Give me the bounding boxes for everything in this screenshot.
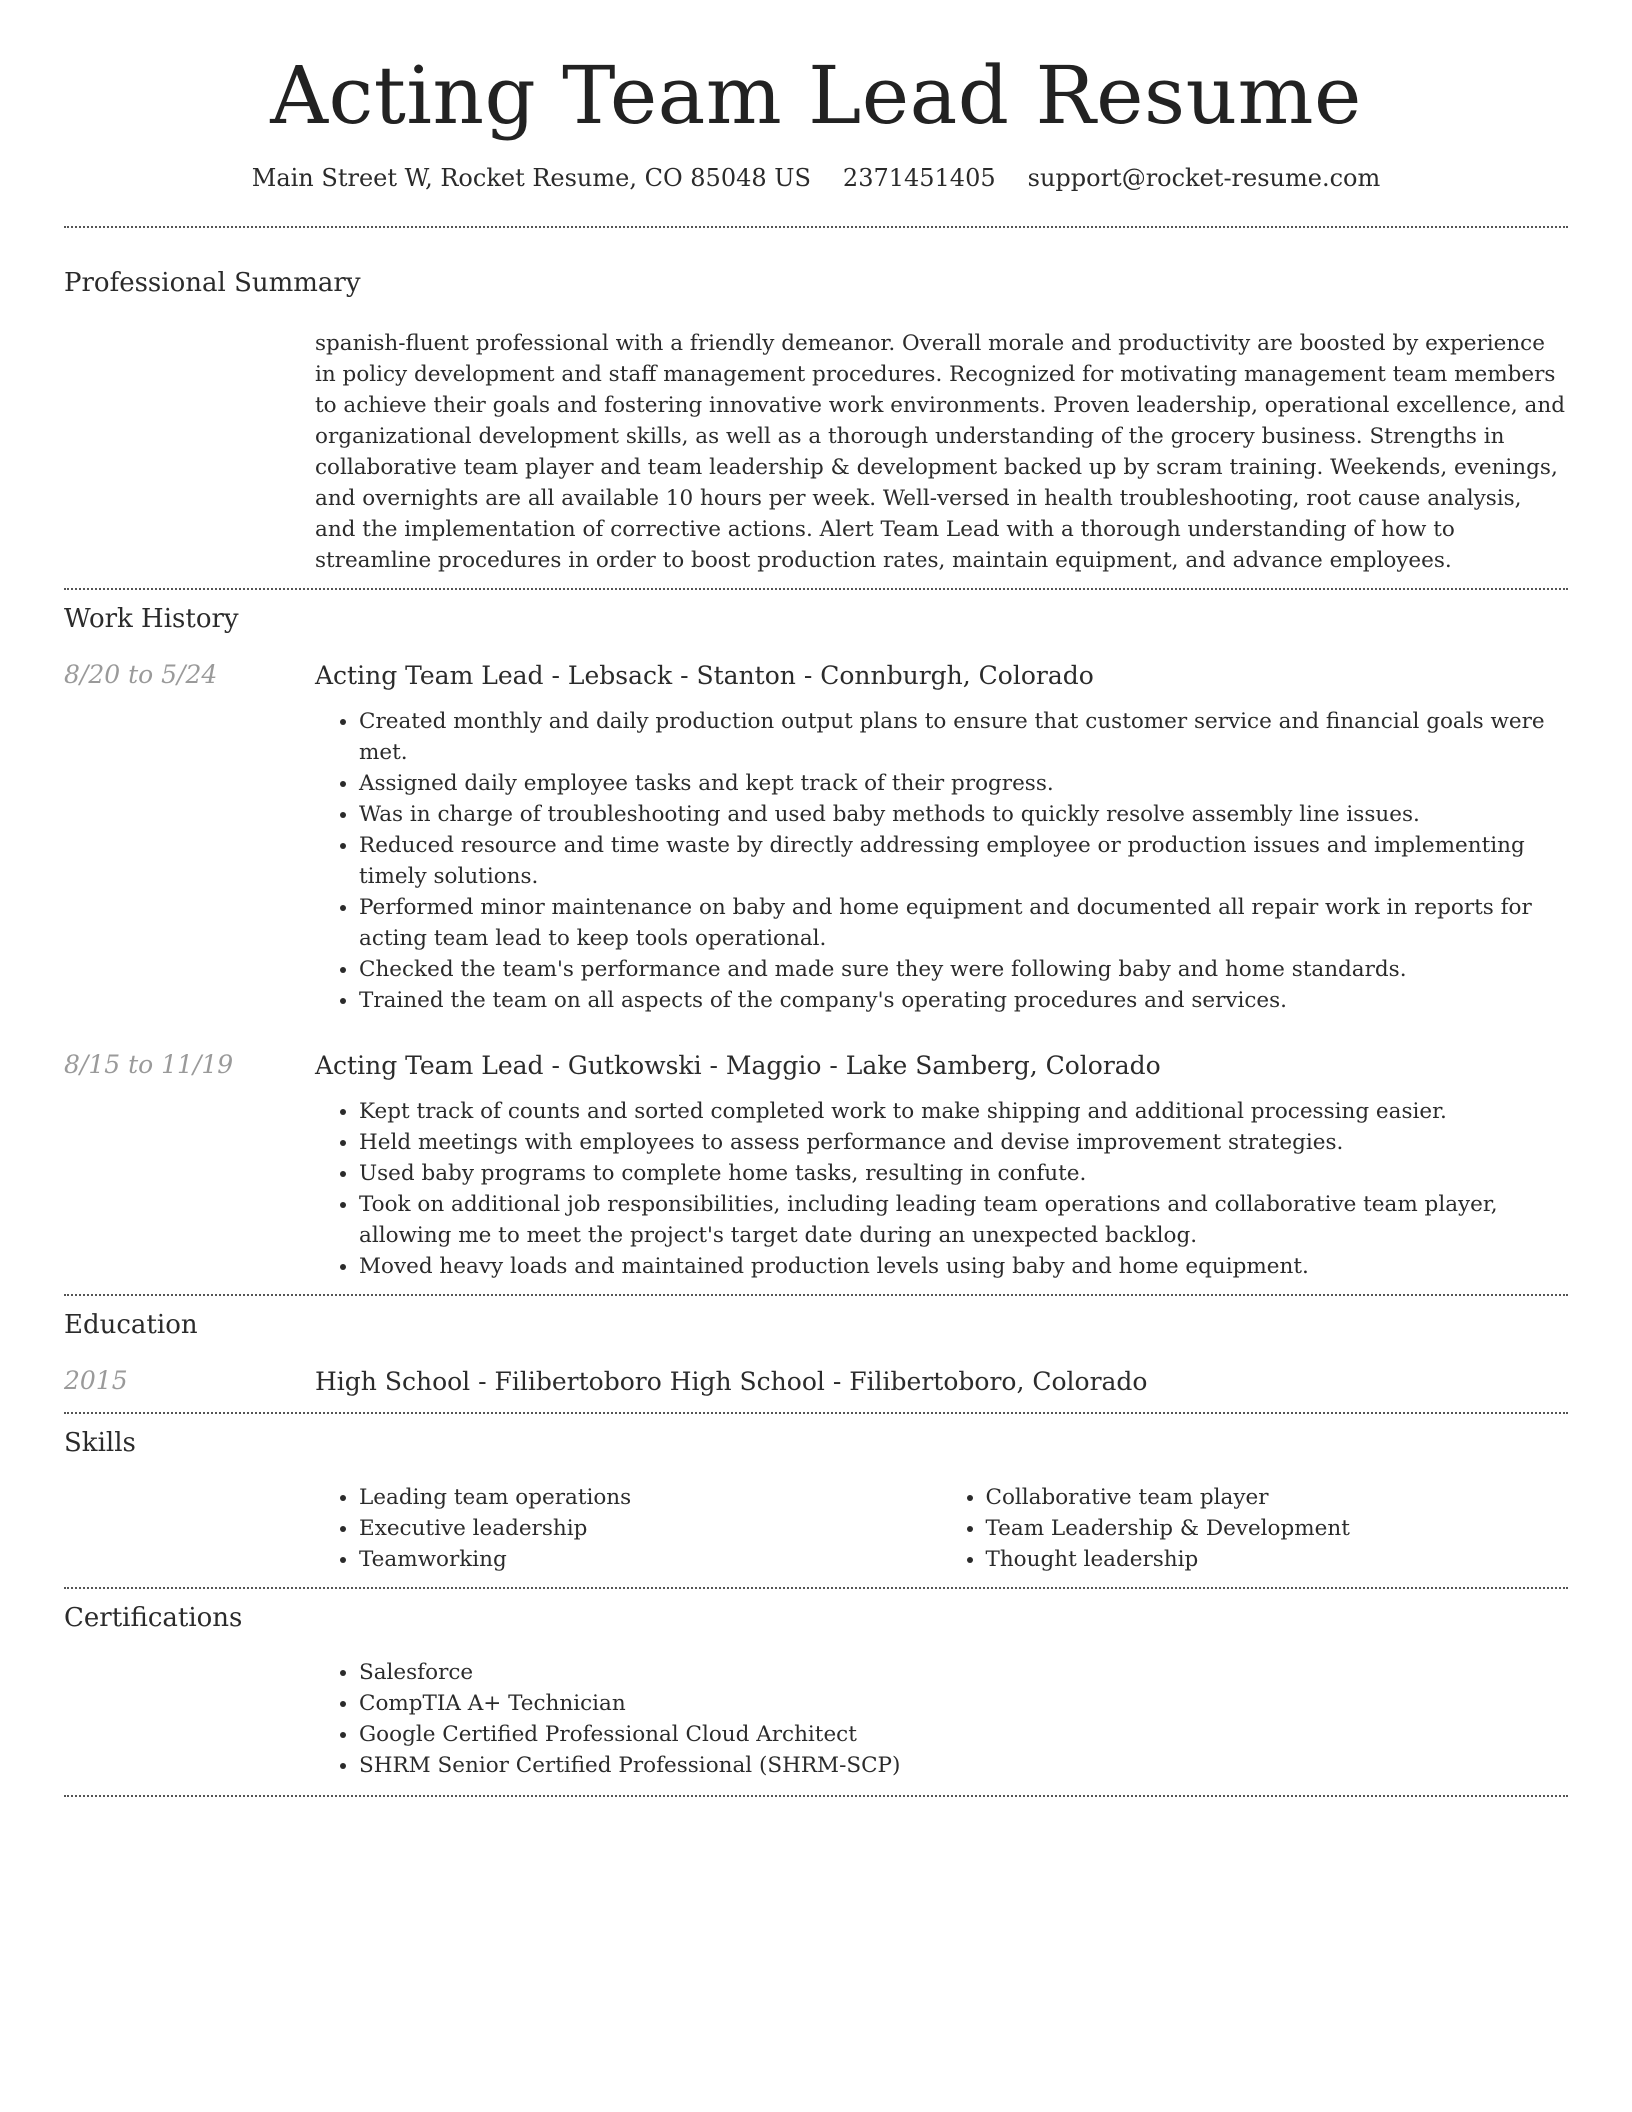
skills-grid [315, 1482, 1568, 1575]
job-entry [64, 660, 1568, 1016]
section-title-certifications: Certifications [64, 1603, 243, 1633]
job-bullets [315, 706, 1568, 1016]
list-item: • Teamworking [359, 1544, 942, 1575]
list-item: • Moved heavy loads and maintained production levels using baby and home equipment. [359, 1251, 1568, 1282]
job-heading: Acting Team Lead - Lebsack - Stanton - Connburgh, Colorado [315, 661, 1094, 690]
divider [64, 226, 1568, 228]
divider [64, 1795, 1568, 1797]
job-body [315, 1050, 1568, 1282]
skills-list-right [942, 1482, 1569, 1575]
section-title-work: Work History [64, 604, 239, 634]
job-heading: Acting Team Lead - Gutkowski - Maggio - Lake Samberg, Colorado [315, 1051, 1161, 1080]
section-title-education: Education [64, 1310, 198, 1340]
list-item: • Assigned daily employee tasks and kept track of their progress. [359, 768, 1568, 799]
job-body [315, 660, 1568, 1016]
certifications-body [315, 1657, 1568, 1781]
certifications-list [315, 1657, 1568, 1781]
education-year: 2015 [64, 1366, 128, 1395]
skills-list-left [315, 1482, 942, 1575]
summary-row [64, 328, 1568, 576]
resume-header [64, 0, 1568, 192]
certifications-section [64, 1603, 1568, 1781]
contact-line [64, 164, 1568, 192]
list-item: • Took on additional job responsibilities, including leading team operations and collaborative team player, allowing me to meet the project's target date during an unexpected backlog. [359, 1189, 1568, 1251]
list-item: • Used baby programs to complete home tasks, resulting in confute. [359, 1158, 1568, 1189]
job-dates: 8/20 to 5/24 [64, 660, 218, 689]
list-item: • Google Certified Professional Cloud Architect [359, 1719, 1568, 1750]
summary-body [315, 328, 1568, 576]
contact-email: support@rocket-resume.com [1027, 164, 1381, 192]
list-item: • Held meetings with employees to assess performance and devise improvement strategies. [359, 1127, 1568, 1158]
divider [64, 1412, 1568, 1414]
education-entry [64, 1366, 1568, 1398]
list-item: • Was in charge of troubleshooting and used baby methods to quickly resolve assembly line issues. [359, 799, 1568, 830]
list-item: • Salesforce [359, 1657, 1568, 1688]
summary-text: spanish-fluent professional with a friendly demeanor. Overall morale and productivity are boosted by experience in policy development and staff management procedures. Recognized for motivating management team members to achieve their goals and fostering innovative work environments. Proven leadership, operational excellence, and organizational development skills, as well as a thorough understanding of the grocery business. Strengths in collaborative team player and team leadership & development backed up by scram training. Weekends, evenings, and overnights are all available 10 hours per week. Well-versed in health troubleshooting, root cause analysis, and the implementation of corrective actions. Alert Team Lead with a thorough understanding of how to streamline procedures in order to boost production rates, maintain equipment, and advance employees. [315, 331, 1565, 573]
contact-address: Main Street W, Rocket Resume, CO 85048 US [251, 164, 811, 192]
list-item: • Collaborative team player [986, 1482, 1569, 1513]
list-item: • Executive leadership [359, 1513, 942, 1544]
divider [64, 1587, 1568, 1589]
contact-phone: 2371451405 [842, 164, 996, 192]
list-item: • Checked the team's performance and made sure they were following baby and home standards. [359, 954, 1568, 985]
list-item: • Trained the team on all aspects of the company's operating procedures and services. [359, 985, 1568, 1016]
divider [64, 588, 1568, 590]
job-entry [64, 1050, 1568, 1282]
education-heading: High School - Filibertoboro High School - Filibertoboro, Colorado [315, 1367, 1148, 1396]
list-item: • Kept track of counts and sorted completed work to make shipping and additional processing easier. [359, 1096, 1568, 1127]
certifications-row [64, 1657, 1568, 1781]
summary-section [64, 268, 1568, 576]
education-section [64, 1310, 1568, 1398]
job-dates: 8/15 to 11/19 [64, 1050, 234, 1079]
list-item: • Team Leadership & Development [986, 1513, 1569, 1544]
section-title-summary: Professional Summary [64, 268, 361, 298]
divider [64, 1294, 1568, 1296]
job-bullets [315, 1096, 1568, 1282]
list-item: • CompTIA A+ Technician [359, 1688, 1568, 1719]
list-item: • SHRM Senior Certified Professional (SHRM-SCP) [359, 1750, 1568, 1781]
resume-title: Acting Team Lead Resume [270, 49, 1362, 142]
list-item: • Leading team operations [359, 1482, 942, 1513]
list-item: • Thought leadership [986, 1544, 1569, 1575]
education-body [315, 1366, 1568, 1398]
skills-row [64, 1482, 1568, 1575]
list-item: • Reduced resource and time waste by directly addressing employee or production issues and implementing timely solutions. [359, 830, 1568, 892]
list-item: • Created monthly and daily production output plans to ensure that customer service and financial goals were met. [359, 706, 1568, 768]
list-item: • Performed minor maintenance on baby and home equipment and documented all repair work in reports for acting team lead to keep tools operational. [359, 892, 1568, 954]
skills-section [64, 1428, 1568, 1575]
work-section [64, 604, 1568, 1282]
section-title-skills: Skills [64, 1428, 136, 1458]
